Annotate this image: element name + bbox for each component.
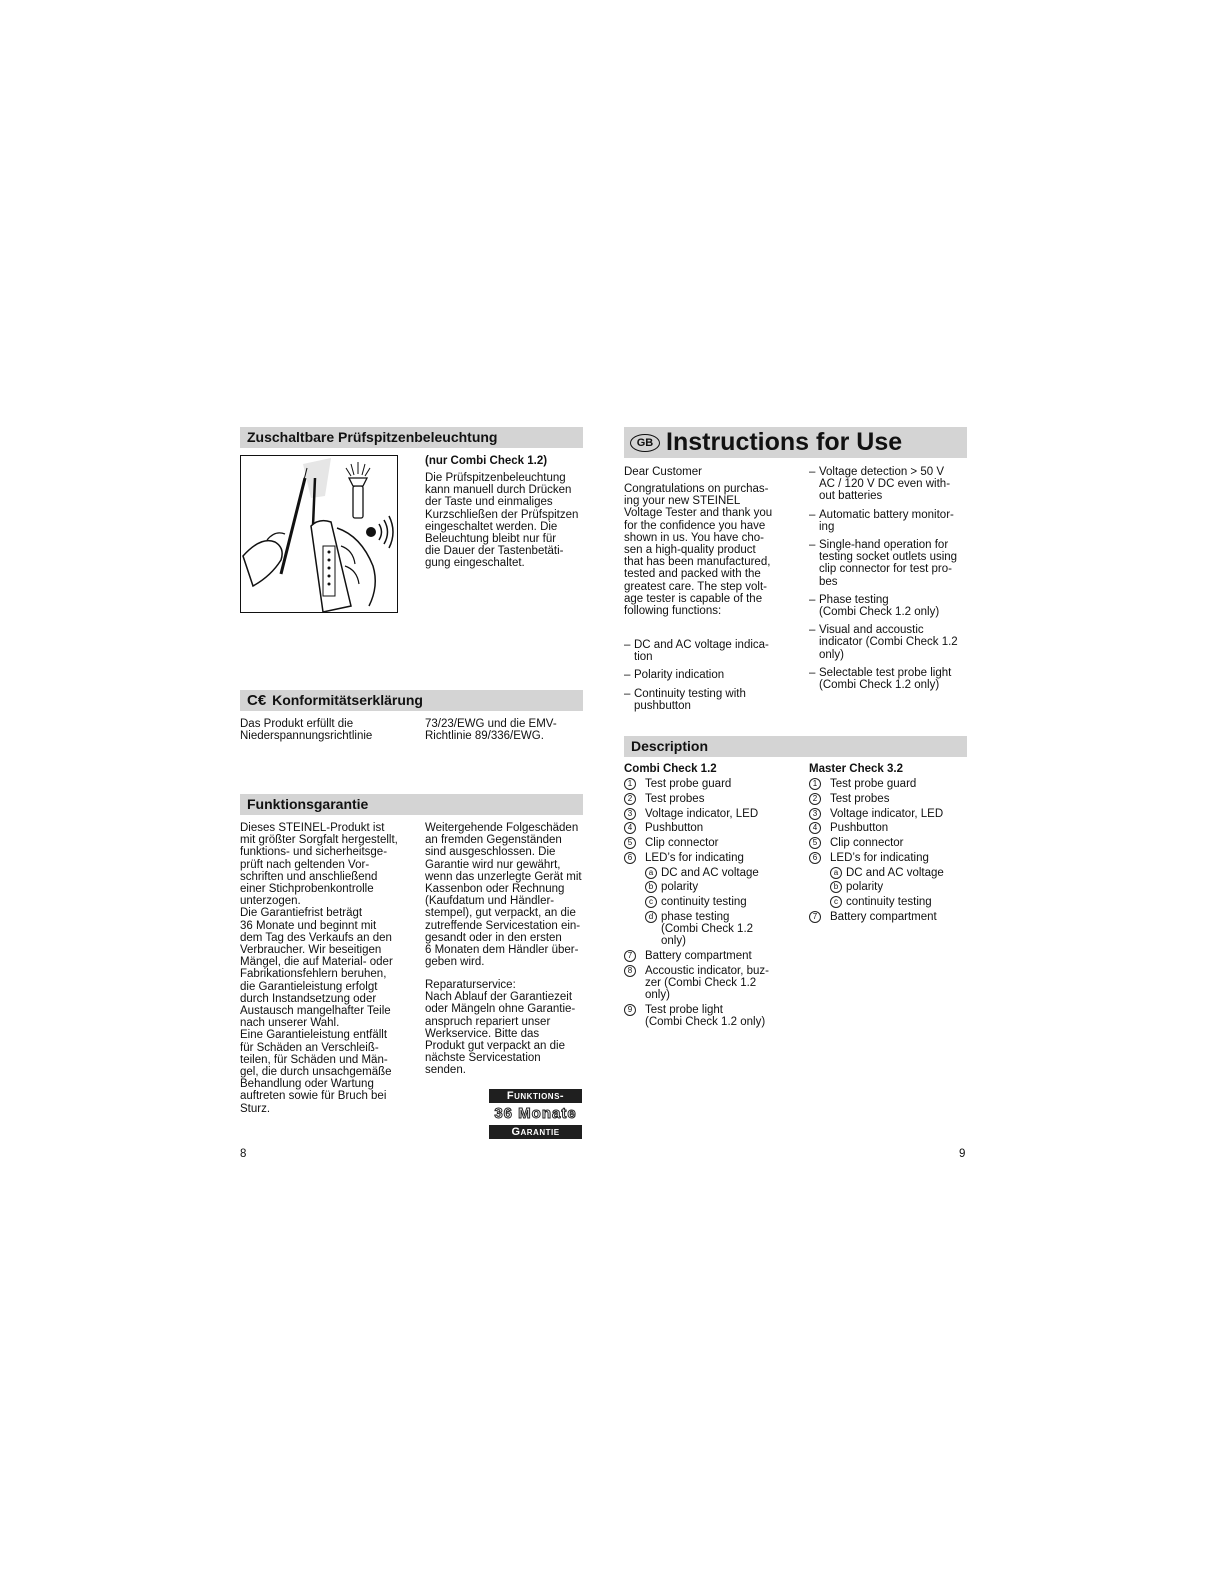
circled-number-icon: 5	[624, 837, 636, 849]
sub-item	[645, 867, 789, 879]
function-item: – Voltage detection > 50 V AC / 120 V DC even with- out batteries	[809, 466, 974, 503]
part-item	[624, 793, 789, 805]
part-label: Pushbutton	[645, 822, 704, 835]
illumination-heading-text: Zuschaltbare Prüfspitzenbeleuchtung	[247, 429, 498, 445]
page-number-right: 9	[959, 1148, 966, 1160]
circled-letter-icon: a	[830, 867, 842, 879]
sub-label: DC and AC voltage	[846, 866, 944, 879]
part-label: Battery compartment	[645, 949, 752, 962]
circled-letter-icon: d	[645, 911, 657, 923]
master-title: Master Check 3.2	[809, 763, 903, 775]
circled-number-icon: 4	[624, 822, 636, 834]
function-item: – Phase testing (Combi Check 1.2 only)	[809, 594, 974, 618]
sub-label: phase testing (Combi Check 1.2 only)	[661, 910, 754, 947]
sub-label: polarity	[846, 881, 884, 894]
circled-number-icon: 2	[809, 793, 821, 805]
circled-number-icon: 6	[809, 852, 821, 864]
circled-number-icon: 8	[624, 965, 636, 977]
part-label: Test probe light (Combi Check 1.2 only)	[645, 1003, 766, 1028]
part-label: Accoustic indicator, buz- zer (Combi Check 1.2 only)	[645, 964, 770, 1001]
circled-number-icon: 4	[809, 822, 821, 834]
illumination-subtitle: (nur Combi Check 1.2)	[425, 455, 548, 467]
part-item	[809, 808, 974, 820]
sub-item	[830, 867, 974, 879]
circled-letter-icon: c	[645, 896, 657, 908]
guarantee-col2b: Reparaturservice: Nach Ablauf der Garantiezeit oder Mängeln ohne Garantie- anspruch repariert unser Werkservice. Bitte das Produkt gut verpackt an die nächste Servicestation senden.	[425, 979, 576, 1077]
function-item: – Single-hand operation for testing socket outlets using clip connector for test pro- bes	[809, 539, 974, 588]
sub-item	[645, 896, 789, 908]
circled-number-icon: 1	[809, 778, 821, 790]
circled-number-icon: 6	[624, 852, 636, 864]
illumination-heading	[240, 427, 583, 448]
functions-list-left	[624, 639, 794, 718]
description-heading	[624, 736, 967, 757]
circled-number-icon: 5	[809, 837, 821, 849]
part-item	[624, 852, 789, 947]
part-item	[809, 778, 974, 790]
circled-number-icon: 3	[809, 808, 821, 820]
part-label: Voltage indicator, LED	[645, 807, 759, 820]
circled-number-icon: 9	[624, 1004, 636, 1016]
part-label: LED’s for indicating	[830, 851, 929, 864]
part-label: Test probes	[830, 792, 890, 805]
stamp-bottom: Garantie	[489, 1125, 582, 1139]
function-item: – DC and AC voltage indica- tion	[624, 639, 794, 663]
conformity-heading-text: Konformitätserklärung	[272, 692, 423, 708]
part-item	[624, 837, 789, 849]
function-item: – Automatic battery monitor- ing	[809, 509, 974, 533]
hand-tester-drawing	[241, 456, 397, 612]
part-item	[624, 778, 789, 790]
part-item	[809, 911, 974, 923]
part-item	[809, 822, 974, 834]
instructions-title-bar	[624, 427, 967, 458]
part-item	[624, 822, 789, 834]
sub-label: DC and AC voltage	[661, 866, 759, 879]
circled-letter-icon: c	[830, 896, 842, 908]
part-label: Test probe guard	[830, 778, 917, 790]
conformity-heading	[240, 690, 583, 711]
combi-title: Combi Check 1.2	[624, 763, 717, 775]
circled-number-icon: 7	[809, 911, 821, 923]
part-label: Battery compartment	[830, 910, 937, 923]
tester-illustration	[240, 455, 398, 613]
stamp-middle: 36 Monate	[494, 1105, 577, 1122]
page-number-left: 8	[240, 1148, 247, 1160]
part-label: Test probe guard	[645, 778, 732, 790]
part-label: Clip connector	[830, 837, 904, 850]
functions-list-right	[809, 466, 974, 697]
function-item: – Selectable test probe light (Combi Check 1.2 only)	[809, 667, 974, 691]
sub-item	[645, 881, 789, 893]
part-label: Test probes	[645, 792, 705, 805]
function-item: – Continuity testing with pushbutton	[624, 688, 794, 712]
part-label: Clip connector	[645, 837, 719, 850]
circled-number-icon: 3	[624, 808, 636, 820]
intro-text: Congratulations on purchas- ing your new STEINEL Voltage Tester and thank you for the confidence you have shown in us. You have cho- sen a high-quality product that has been manufactured, tested and packed with the greatest care. The step volt- age tester is capable of the following functions:	[624, 483, 773, 618]
circled-number-icon: 2	[624, 793, 636, 805]
ce-mark-icon: C€	[247, 692, 267, 709]
combi-parts-list	[624, 778, 789, 1031]
sub-item	[645, 911, 789, 948]
sub-item	[830, 896, 974, 908]
part-item	[624, 1004, 789, 1028]
part-item	[624, 808, 789, 820]
guarantee-col2a: Weitergehende Folgeschäden an fremden Gegenständen sind ausgeschlossen. Die Garantie wird nur gewährt, wenn das unzerlegte Gerät mit Kassenbon oder Rechnung (Kaufdatum und Händler- stempel), gut verpackt, an die zutreffende Servicestation ein- gesandt oder in den ersten 6 Monaten dem Händler über- geben wird.	[425, 822, 582, 969]
gb-badge-icon: GB	[630, 434, 660, 452]
master-parts-list	[809, 778, 974, 926]
sub-label: continuity testing	[846, 895, 932, 908]
illumination-text: Die Prüfspitzenbeleuchtung kann manuell durch Drücken der Taste und einmaliges Kurzschließen der Prüfspitzen eingeschaltet werden. Die Beleuchtung bleibt nur für die Dauer der Tastenbetäti- gung eingeschaltet.	[425, 472, 579, 570]
sub-item	[830, 881, 974, 893]
circled-letter-icon: b	[830, 881, 842, 893]
part-label: Pushbutton	[830, 822, 889, 835]
part-item	[809, 793, 974, 805]
intro-greeting: Dear Customer	[624, 466, 702, 478]
conformity-col1: Das Produkt erfüllt die Niederspannungsrichtlinie	[240, 718, 373, 743]
part-item	[624, 950, 789, 962]
part-item	[809, 837, 974, 849]
part-item	[809, 852, 974, 908]
function-item: – Visual and accoustic indicator (Combi Check 1.2 only)	[809, 624, 974, 661]
stamp-top: Funktions-	[489, 1089, 582, 1103]
sub-label: polarity	[661, 881, 699, 894]
part-item	[624, 965, 789, 1002]
instructions-title: Instructions for Use	[666, 428, 903, 456]
part-label: LED’s for indicating	[645, 851, 744, 864]
description-heading-text: Description	[631, 738, 709, 754]
sub-label: continuity testing	[661, 895, 747, 908]
conformity-col2: 73/23/EWG und die EMV- Richtlinie 89/336/EWG.	[425, 718, 557, 743]
function-item: – Polarity indication	[624, 669, 794, 681]
part-label: Voltage indicator, LED	[830, 807, 944, 820]
circled-number-icon: 7	[624, 950, 636, 962]
guarantee-heading-text: Funktionsgarantie	[247, 796, 369, 812]
circled-letter-icon: b	[645, 881, 657, 893]
circled-letter-icon: a	[645, 867, 657, 879]
guarantee-col1: Dieses STEINEL-Produkt ist mit größter Sorgfalt hergestellt, funktions- und sicherheitsge- prüft nach geltenden Vor- schriften und anschließend einer Stichprobenkontrolle unterzogen. Die Garantiefrist beträgt 36 Monate und beginnt mit dem Tag des Verkaufs an den Verbraucher. Wir beseitigen Mängel, die auf Material- oder Fabrikationsfehlern beruhen, die Garantieleistung erfolgt durch Instandsetzung oder Austausch mangelhafter Teile nach unserer Wahl. Eine Garantieleistung entfällt für Schäden an Verschleiß- teilen, für Schäden und Män- gel, die durch unsachgemäße Behandlung oder Wartung auftreten sowie für Bruch bei Sturz.	[240, 822, 398, 1115]
guarantee-heading	[240, 794, 583, 815]
circled-number-icon: 1	[624, 778, 636, 790]
